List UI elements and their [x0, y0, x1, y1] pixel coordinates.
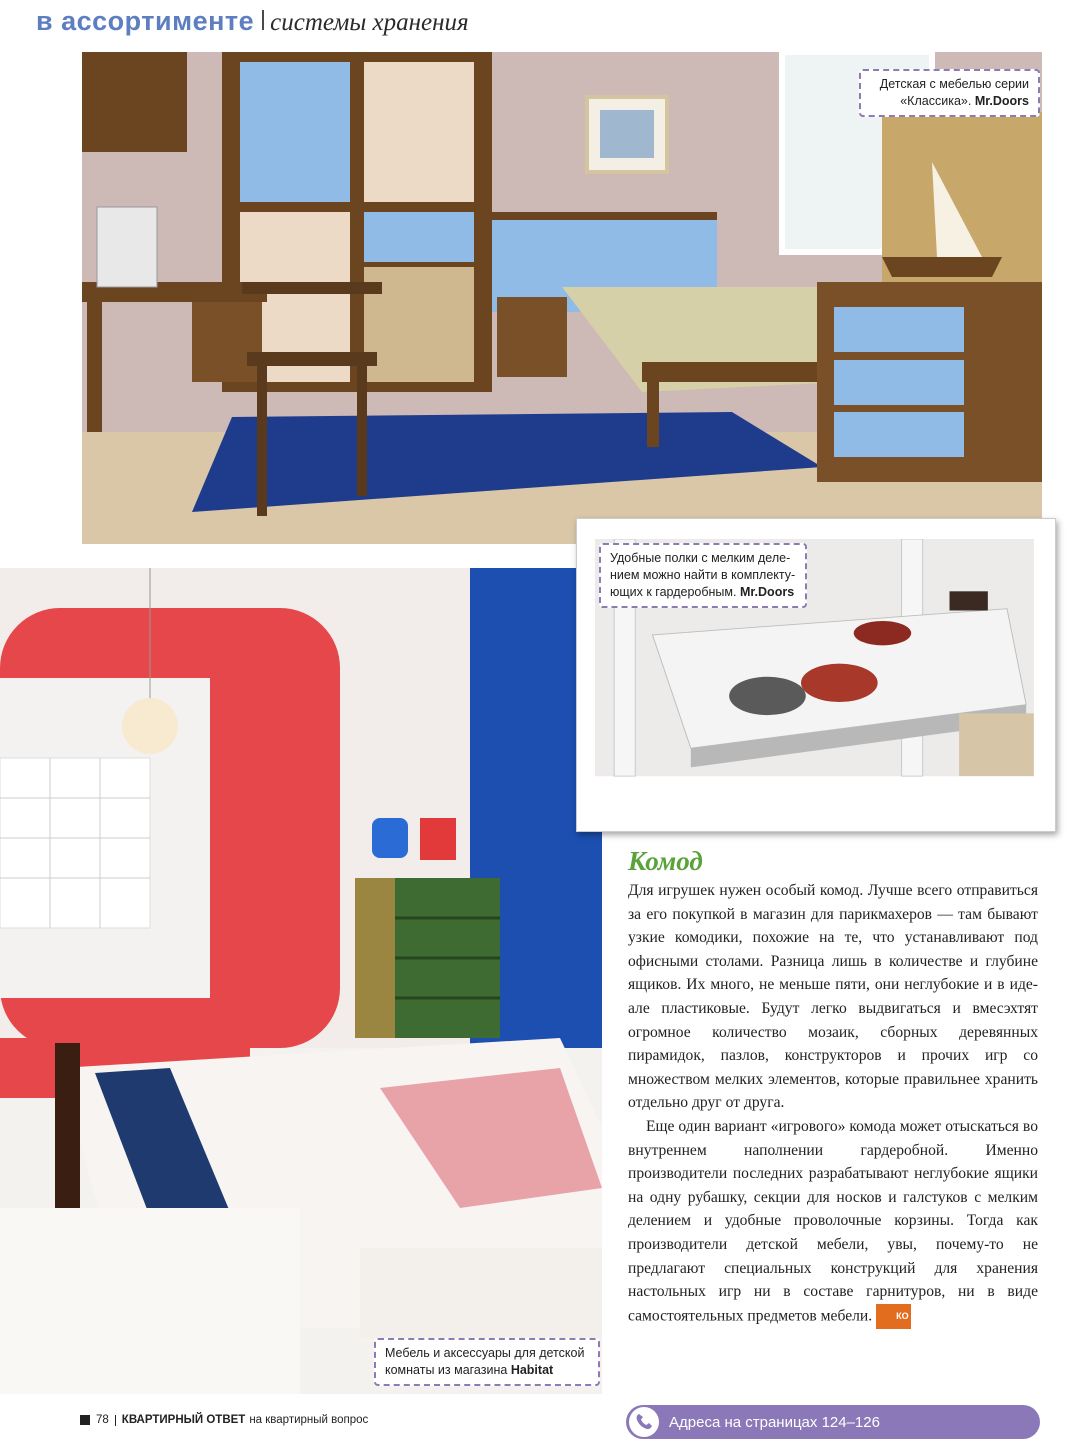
section-title: в ассортименте — [36, 6, 255, 36]
caption-top-line1: Детская с мебелью серии — [879, 77, 1029, 91]
caption-inset-line3: ющих к гардеробным. — [610, 585, 737, 599]
address-bar — [626, 1405, 1040, 1439]
photo-kids-room-habitat — [0, 568, 602, 1394]
magazine-name: КВАРТИРНЫЙ ОТВЕТ — [121, 1414, 246, 1426]
caption-top-brand: Mr.Doors — [974, 94, 1029, 108]
article-paragraph-2-text: Еще один вариант «игрового» комода может отыскаться во внутреннем наполнении гардеробной. Именно производители последних разрабатывают неглубокие ящики на одну рубашку, секции для носков и галстуков с мелким делением и удобные проволочные корзины. Тогда как производители детской мебели, увы, почему-то не предлагают специальных конструкций для хранения настольных игр ни в составе гарнитуров, ни в виде самостоятельных предметов мебели. — [628, 1117, 1038, 1325]
caption-inset-brand: Mr.Doors — [739, 585, 795, 599]
caption-inset-line1: Удобные полки с мелким деле- — [610, 551, 791, 565]
footer-square-icon — [80, 1415, 90, 1425]
address-text: Адреса на страницах 124–126 — [669, 1413, 880, 1431]
footer-divider — [115, 1415, 116, 1426]
header-divider — [262, 10, 264, 30]
caption-top-photo — [859, 69, 1040, 117]
caption-bottom-line1: Мебель и аксессуары для детской — [385, 1346, 585, 1360]
inset-photo-drawer — [576, 518, 1056, 832]
caption-bottom-line2: комнаты из магазина — [385, 1363, 508, 1377]
caption-bottom-photo — [374, 1338, 600, 1386]
caption-top-line2: «Классика». — [900, 94, 972, 108]
article-komod — [628, 846, 1038, 1329]
end-mark-icon: КО — [876, 1304, 911, 1330]
article-paragraph-1: Для игрушек нужен особый комод. Лучше всего отправиться за его покупкой в магазин для парикмахеров — там бывают узкие комодики, похожие на те, что устанавливают под офисными столами. Разница лишь в количестве и глубине ящиков. Их много, не меньше пяти, они неглубокие и в иде-але пластиковые. Будут легко выдвигаться и вмесэхтят огромное количество мозаик, сборных деревянных пирамидок, пазлов, конструкторов и прочих игр со множеством мелких элементов, которые правильнее хранить отдельно друг от друга. — [628, 882, 1038, 1112]
caption-inset-line2: нием можно найти в комплекту- — [610, 568, 796, 582]
photo-kids-room-classic — [82, 52, 1042, 544]
section-subtitle: системы хранения — [270, 9, 469, 36]
caption-inset-photo — [599, 543, 807, 608]
phone-icon — [629, 1407, 659, 1437]
article-title: Комод — [628, 846, 703, 876]
page-number: 78 — [96, 1414, 109, 1426]
page-footer — [80, 1414, 368, 1426]
caption-bottom-brand: Habitat — [510, 1363, 554, 1377]
article-paragraph-2 — [628, 1115, 1038, 1329]
magazine-tagline: на квартирный вопрос — [249, 1414, 369, 1426]
page-header — [36, 6, 469, 40]
